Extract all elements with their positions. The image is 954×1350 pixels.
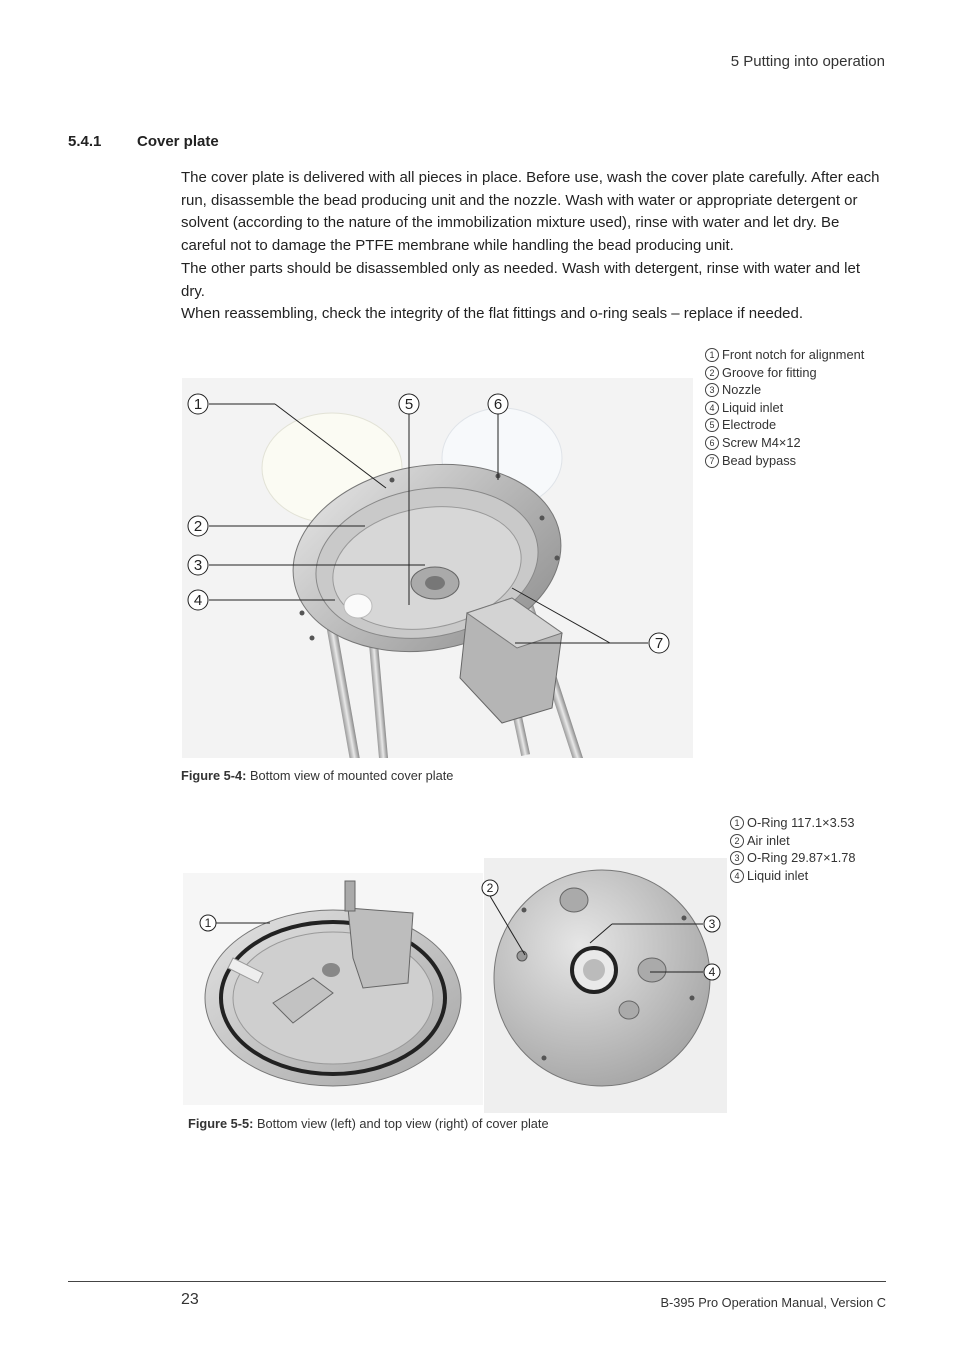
legend-item: 7 Bead bypass xyxy=(705,452,864,470)
callout-3-label: 3 xyxy=(708,917,716,931)
running-header: 5 Putting into operation xyxy=(730,53,885,70)
document-title: B-395 Pro Operation Manual, Version C xyxy=(660,1295,886,1310)
callout-1-label: 1 xyxy=(193,396,203,413)
paragraph-wash: The cover plate is delivered with all pieces in place. Before use, wash the cover plate carefully. After each run, disassemble the bead producing unit and the nozzle. Wash with water or appropriate detergent or solvent (according to the nature of the immobilization mixture used), rinse with water and let dry. Be careful not to damage the PTFE membrane while handling the bead producing unit. xyxy=(181,169,880,254)
legend-item: 6 Screw M4×12 xyxy=(705,434,864,452)
callout-7-label: 7 xyxy=(654,635,664,652)
figure-5-4-caption: Figure 5-4: Bottom view of mounted cover plate xyxy=(181,768,454,783)
legend-item: 2 Air inlet xyxy=(730,832,856,850)
legend-item: 4 Liquid inlet xyxy=(730,867,856,885)
footer-divider xyxy=(68,1281,886,1282)
paragraph-reassemble: When reassembling, check the integrity of the flat fittings and o-ring seals – replace if needed. xyxy=(181,305,804,322)
legend-item: 1 O-Ring 117.1×3.53 xyxy=(730,814,856,832)
section-title: Cover plate xyxy=(137,133,219,150)
legend-item: 4 Liquid inlet xyxy=(705,399,864,417)
legend-item: 1 Front notch for alignment xyxy=(705,346,864,364)
paragraph-disassemble: The other parts should be disassembled only as needed. Wash with detergent, rinse with water and let dry. xyxy=(181,260,860,300)
figure-5-5-caption: Figure 5-5: Bottom view (left) and top view (right) of cover plate xyxy=(188,1116,549,1131)
figure-5-4-legend xyxy=(705,346,864,469)
figure-5-5-legend xyxy=(730,814,856,884)
callout-3-label: 3 xyxy=(193,557,203,574)
callout-4-label: 4 xyxy=(193,592,203,609)
legend-item: 3 Nozzle xyxy=(705,381,864,399)
callout-1-label: 1 xyxy=(204,916,212,930)
legend-item: 3 O-Ring 29.87×1.78 xyxy=(730,849,856,867)
page-number: 23 xyxy=(181,1291,199,1308)
callout-2-label: 2 xyxy=(193,518,203,535)
callout-6-label: 6 xyxy=(493,396,503,413)
section-number: 5.4.1 xyxy=(68,133,102,150)
legend-item: 5 Electrode xyxy=(705,416,864,434)
callout-5-label: 5 xyxy=(404,396,414,413)
callout-4-label: 4 xyxy=(708,965,716,979)
callout-2-label: 2 xyxy=(486,881,494,895)
legend-item: 2 Groove for fitting xyxy=(705,364,864,382)
